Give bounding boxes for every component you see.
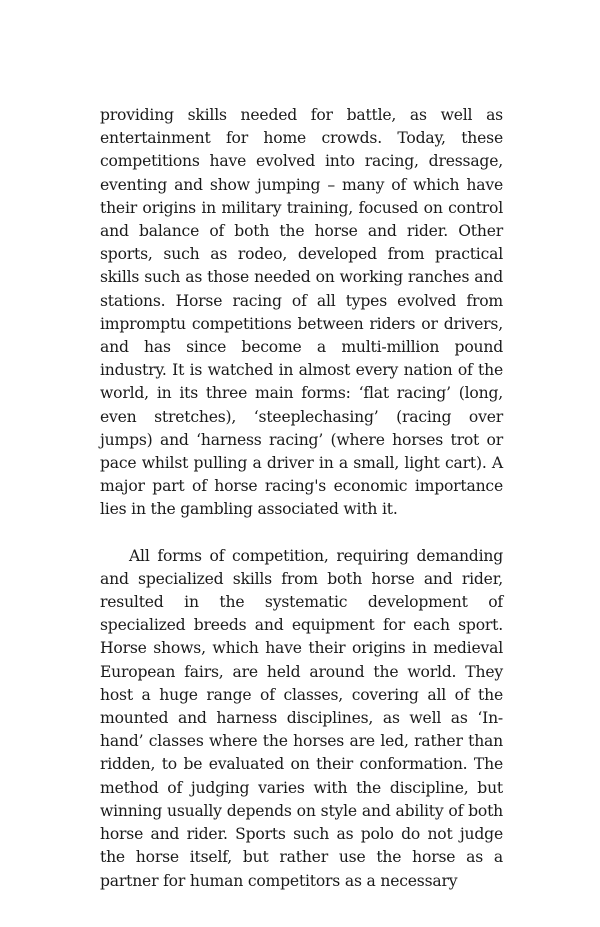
page-body xyxy=(100,104,503,893)
paragraph-competition: All forms of competition, requiring demanding and specialized skills from both horse and rider, resulted in the systematic development of specialized breeds and equipment for each sport. Horse shows, which have their origins in medieval European fairs, are held around the world. They host a huge range of classes, covering all of the mounted and harness disciplines, as well as ‘In-hand’ classes where the horses are led, rather than ridden, to be evaluated on their conformation. The method of judging varies with the discipline, but winning usually depends on style and ability of both horse and rider. Sports such as polo do not judge the horse itself, but rather use the horse as a partner for human competitors as a necessary xyxy=(100,546,503,890)
paragraph-continuation: providing skills needed for battle, as well as entertainment for home crowds. Today, these competitions have evolved into racing, dressage, eventing and show jumping – many of which have their origins in military training, focused on control and balance of both the horse and rider. Other sports, such as rodeo, developed from practical skills such as those needed on working ranches and stations. Horse racing of all types evolved from impromptu competitions between riders or drivers, and has since become a multi-million pound industry. It is watched in almost every nation of the world, in its three main forms: ‘flat racing’ (long, even stretches), ‘steeplechasing’ (racing over jumps) and ‘harness racing’ (where horses trot or pace whilst pulling a driver in a small, light cart). A major part of horse racing's economic importance lies in the gambling associated with it. xyxy=(100,106,503,519)
